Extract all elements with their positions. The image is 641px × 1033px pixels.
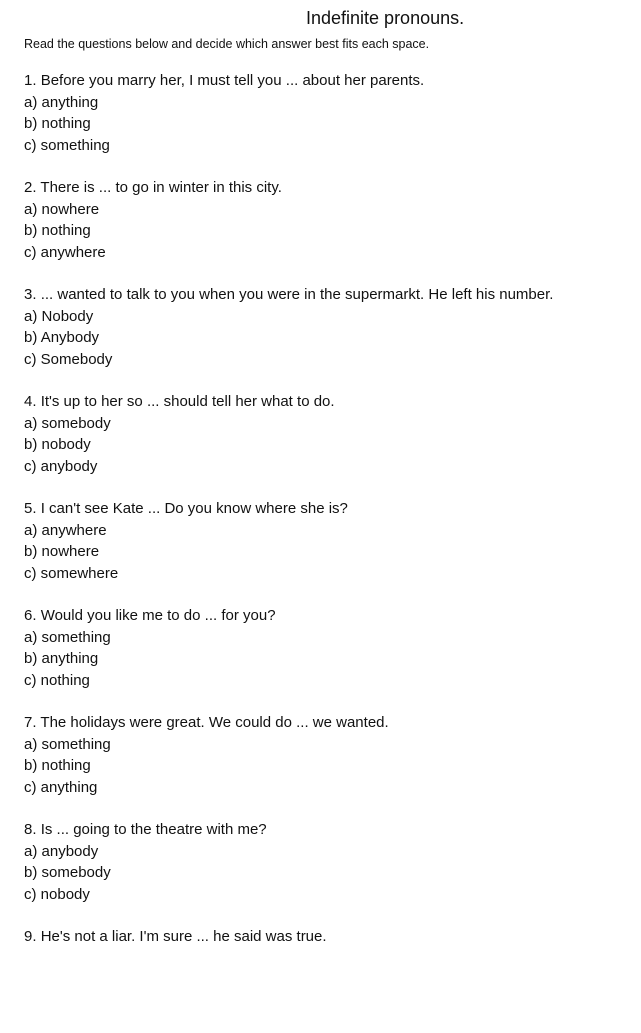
- question-number: 8 .: [24, 821, 41, 838]
- answer-option-a[interactable]: [24, 413, 636, 435]
- answer-option-b[interactable]: [24, 648, 636, 670]
- question-number: 7 .: [24, 714, 40, 731]
- question-text: [24, 819, 636, 841]
- option-text: nothing: [40, 671, 90, 689]
- option-letter: a ): [24, 201, 42, 218]
- option-text: anybody: [41, 842, 99, 860]
- question-number: 4 .: [24, 393, 41, 410]
- option-text: nowhere: [41, 200, 100, 218]
- question-4: [24, 391, 636, 498]
- option-letter: b ): [24, 757, 42, 774]
- question-text: [24, 926, 636, 948]
- question-sentence: He's not a liar. I'm sure ... he said was true.: [40, 928, 327, 945]
- answer-option-a[interactable]: [24, 520, 636, 542]
- question-number: 6 .: [24, 607, 41, 624]
- question-1: [24, 70, 636, 177]
- question-number: 3 .: [24, 286, 41, 303]
- question-list: [24, 70, 636, 1033]
- question-number: 2 .: [24, 179, 40, 196]
- question-3: [24, 284, 636, 391]
- answer-option-c[interactable]: [24, 670, 636, 692]
- answer-option-a[interactable]: [24, 199, 636, 221]
- option-letter: a ): [24, 522, 42, 539]
- option-text: something: [41, 628, 111, 646]
- option-text: Anybody: [40, 329, 100, 346]
- option-text: something: [41, 735, 111, 753]
- option-letter: b ): [24, 436, 42, 453]
- option-text: anything: [41, 650, 99, 667]
- answer-option-b[interactable]: [24, 541, 636, 563]
- answer-option-a[interactable]: [24, 627, 636, 649]
- option-letter: a ): [24, 308, 42, 325]
- answer-option-a[interactable]: [24, 306, 636, 328]
- option-letter: a ): [24, 629, 42, 646]
- option-letter: b ): [24, 864, 42, 881]
- option-text: nobody: [40, 885, 90, 903]
- option-letter: c ): [24, 779, 41, 796]
- question-sentence: There is ... to go in winter in this city.: [40, 179, 282, 196]
- question-text: [24, 712, 636, 734]
- option-letter: a ): [24, 843, 42, 860]
- question-sentence: Before you marry her, I must tell you ... about her parents.: [40, 72, 425, 89]
- option-letter: c ): [24, 672, 41, 689]
- answer-option-b[interactable]: [24, 113, 636, 135]
- answer-option-c[interactable]: [24, 563, 636, 585]
- question-sentence: It's up to her so ... should tell her what to do.: [40, 393, 335, 410]
- question-sentence: I can't see Kate ... Do you know where she is?: [40, 500, 348, 517]
- question-5: [24, 498, 636, 605]
- option-text: anything: [41, 93, 99, 111]
- option-text: nobody: [41, 436, 91, 453]
- question-7: [24, 712, 636, 819]
- question-number: 5 .: [24, 500, 41, 517]
- option-text: nothing: [41, 115, 91, 132]
- answer-option-a[interactable]: [24, 92, 636, 114]
- question-number: 9 .: [24, 928, 41, 945]
- question-text: [24, 177, 636, 199]
- option-letter: b ): [24, 329, 41, 346]
- answer-option-c[interactable]: [24, 456, 636, 478]
- question-number: 1 .: [24, 72, 41, 89]
- answer-option-c[interactable]: [24, 135, 636, 157]
- option-letter: c ): [24, 565, 41, 582]
- answer-option-b[interactable]: [24, 755, 636, 777]
- question-9: [24, 926, 636, 1033]
- answer-option-b[interactable]: [24, 220, 636, 242]
- answer-option-b[interactable]: [24, 327, 636, 349]
- option-text: somebody: [41, 414, 111, 432]
- question-sentence: Would you like me to do ... for you?: [40, 607, 276, 624]
- answer-option-c[interactable]: [24, 349, 636, 371]
- option-letter: c ): [24, 351, 41, 368]
- question-sentence: The holidays were great. We could do ... we wanted.: [40, 714, 389, 731]
- option-letter: b ): [24, 650, 42, 667]
- answer-option-a[interactable]: [24, 734, 636, 756]
- option-letter: b ): [24, 222, 42, 239]
- question-text: [24, 605, 636, 627]
- question-text: [24, 391, 636, 413]
- question-text: [24, 70, 636, 92]
- question-8: [24, 819, 636, 926]
- option-letter: c ): [24, 244, 41, 261]
- question-sentence: Is ... going to the theatre with me?: [40, 821, 267, 838]
- option-text: nothing: [41, 757, 91, 774]
- question-text: [24, 498, 636, 520]
- option-text: anywhere: [40, 243, 106, 261]
- option-text: nowhere: [41, 543, 100, 560]
- answer-option-c[interactable]: [24, 777, 636, 799]
- option-letter: b ): [24, 115, 42, 132]
- answer-option-a[interactable]: [24, 841, 636, 863]
- option-letter: c ): [24, 137, 41, 154]
- option-text: nothing: [41, 222, 91, 239]
- question-text: [24, 284, 636, 306]
- question-6: [24, 605, 636, 712]
- option-letter: a ): [24, 94, 42, 111]
- answer-option-b[interactable]: [24, 434, 636, 456]
- option-letter: a ): [24, 415, 42, 432]
- option-text: something: [40, 136, 110, 154]
- option-text: somebody: [41, 864, 111, 881]
- question-sentence: ... wanted to talk to you when you were in the supermarkt. He left his number.: [40, 286, 554, 303]
- option-text: Nobody: [41, 307, 94, 325]
- option-letter: a ): [24, 736, 42, 753]
- option-letter: c ): [24, 458, 41, 475]
- option-text: somewhere: [40, 564, 119, 582]
- option-letter: c ): [24, 886, 41, 903]
- option-text: anything: [40, 778, 98, 796]
- answer-option-c[interactable]: [24, 242, 636, 264]
- question-2: [24, 177, 636, 284]
- option-letter: b ): [24, 543, 42, 560]
- option-text: Somebody: [40, 350, 113, 368]
- option-text: anywhere: [41, 521, 107, 539]
- option-text: anybody: [40, 457, 98, 475]
- answer-option-b[interactable]: [24, 862, 636, 884]
- instructions: Read the questions below and decide which answer best fits each space.: [24, 37, 430, 51]
- page-title: Indefinite pronouns.: [306, 8, 465, 28]
- answer-option-c[interactable]: [24, 884, 636, 906]
